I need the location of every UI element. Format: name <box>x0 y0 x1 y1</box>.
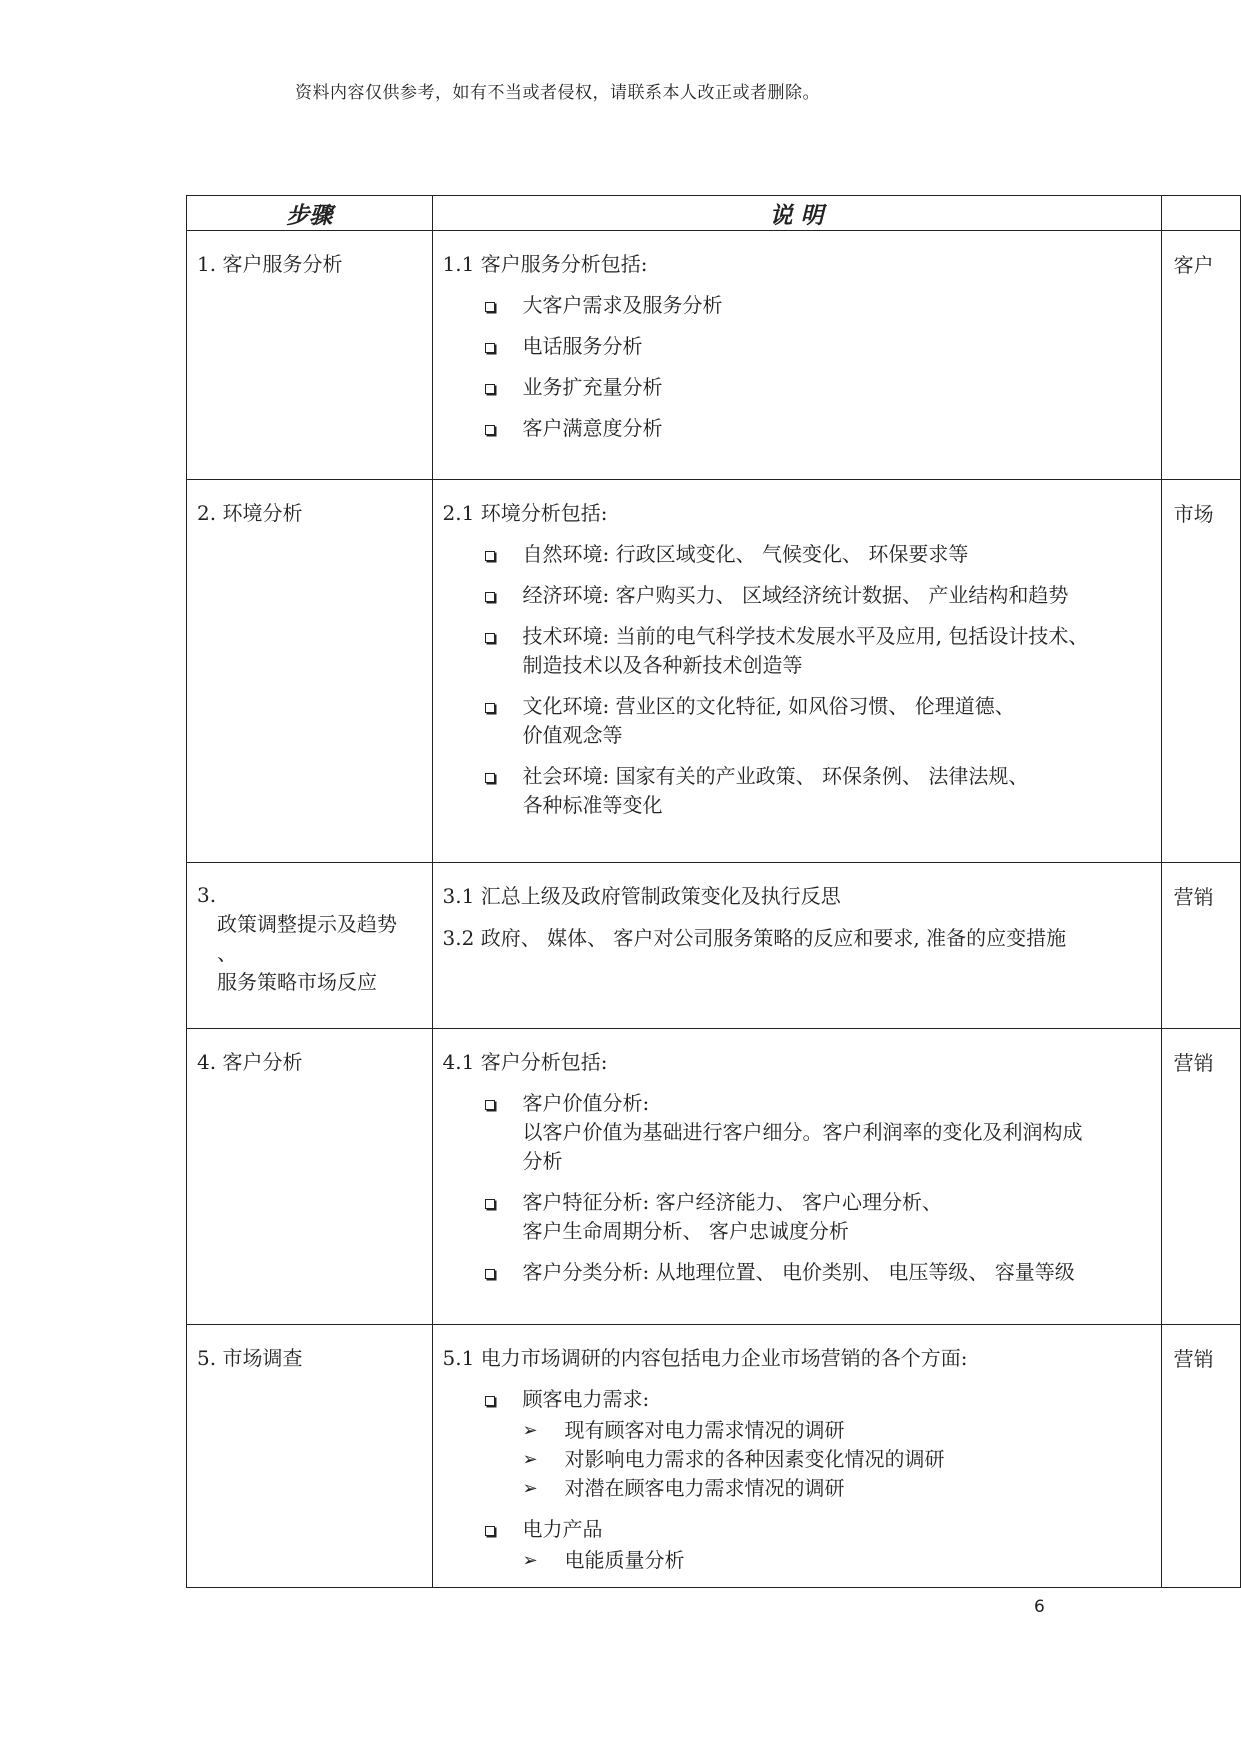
table-row <box>187 1325 1241 1588</box>
table-row <box>187 863 1241 1029</box>
owner-cell: 营销 <box>1161 1325 1240 1588</box>
description-cell <box>432 863 1161 1029</box>
table-header-row <box>187 196 1241 231</box>
table-row <box>187 1029 1241 1325</box>
step-cell: 5. 市场调查 <box>187 1325 433 1588</box>
list-item: 电力产品 <box>443 1515 1153 1544</box>
section-intro: 4.1 客户分析包括: <box>442 1050 608 1074</box>
checkbox-bullet-icon <box>485 425 495 435</box>
step-cell: 2. 环境分析 <box>187 480 433 863</box>
checkbox-bullet-icon <box>485 1100 495 1110</box>
list-item: 大客户需求及服务分析 <box>443 291 1153 320</box>
list-item: 客户特征分析: 客户经济能力、 客户心理分析、 客户生命周期分析、 客户忠诚度分析 <box>443 1188 1153 1246</box>
list-item: 文化环境: 营业区的文化特征, 如风俗习惯、 伦理道德、 价值观念等 <box>443 692 1153 750</box>
column-header-description: 说 明 <box>432 196 1161 231</box>
paragraph: 3.1 汇总上级及政府管制政策变化及执行反思 <box>442 884 841 908</box>
description-cell <box>432 1325 1161 1588</box>
section-intro: 1.1 客户服务分析包括: <box>442 252 648 276</box>
list-item: 顾客电力需求: <box>443 1385 1153 1414</box>
arrow-bullet-icon: ➢ <box>522 1449 538 1470</box>
checkbox-bullet-icon <box>485 773 495 783</box>
step-cell: 1. 客户服务分析 <box>187 231 433 480</box>
table-row <box>187 231 1241 480</box>
disclaimer-header: 资料内容仅供参考，如有不当或者侵权，请联系本人改正或者删除。 <box>295 83 820 103</box>
sub-item: ➢ 现有顾客对电力需求情况的调研 <box>443 1416 1153 1445</box>
checkbox-bullet-icon <box>485 703 495 713</box>
list-item: 技术环境: 当前的电气科学技术发展水平及应用, 包括设计技术、 制造技术以及各种新技术创造等 <box>443 622 1153 680</box>
checkbox-bullet-icon <box>485 592 495 602</box>
checkbox-bullet-icon <box>485 384 495 394</box>
description-cell <box>432 480 1161 863</box>
arrow-bullet-icon: ➢ <box>522 1420 538 1441</box>
owner-cell: 营销 <box>1161 1029 1240 1325</box>
column-header-step: 步骤 <box>187 196 433 231</box>
list-item: 社会环境: 国家有关的产业政策、 环保条例、 法律法规、 各种标准等变化 <box>443 762 1153 820</box>
list-item: 业务扩充量分析 <box>443 373 1153 402</box>
column-header-owner <box>1161 196 1240 231</box>
list-item: 客户分类分析: 从地理位置、 电价类别、 电压等级、 容量等级 <box>443 1258 1153 1287</box>
description-cell <box>432 231 1161 480</box>
checkbox-bullet-icon <box>485 1199 495 1209</box>
list-item: 客户满意度分析 <box>443 414 1153 443</box>
checkbox-bullet-icon <box>485 633 495 643</box>
checkbox-bullet-icon <box>485 1526 495 1536</box>
sub-item: ➢ 电能质量分析 <box>443 1546 1153 1575</box>
steps-table <box>186 195 1241 1588</box>
list-item: 电话服务分析 <box>443 332 1153 361</box>
page-number: 6 <box>1034 1597 1045 1617</box>
step-cell: 4. 客户分析 <box>187 1029 433 1325</box>
sub-item: ➢ 对影响电力需求的各种因素变化情况的调研 <box>443 1445 1153 1474</box>
paragraph: 3.2 政府、 媒体、 客户对公司服务策略的反应和要求, 准备的应变措施 <box>442 926 1067 950</box>
sub-item: ➢ 对潜在顾客电力需求情况的调研 <box>443 1474 1153 1503</box>
owner-cell: 市场 <box>1161 480 1240 863</box>
step-cell: 3. 政策调整提示及趋势 、 服务策略市场反应 <box>187 863 433 1029</box>
owner-cell: 营销 <box>1161 863 1240 1029</box>
description-cell <box>432 1029 1161 1325</box>
arrow-bullet-icon: ➢ <box>522 1478 538 1499</box>
checkbox-bullet-icon <box>485 343 495 353</box>
table-row <box>187 480 1241 863</box>
checkbox-bullet-icon <box>485 1396 495 1406</box>
list-item: 客户价值分析: 以客户价值为基础进行客户细分。客户利润率的变化及利润构成 分析 <box>443 1089 1153 1176</box>
checkbox-bullet-icon <box>485 551 495 561</box>
list-item: 经济环境: 客户购买力、 区域经济统计数据、 产业结构和趋势 <box>443 581 1153 610</box>
owner-cell: 客户 <box>1161 231 1240 480</box>
arrow-bullet-icon: ➢ <box>522 1550 538 1571</box>
section-intro: 2.1 环境分析包括: <box>442 501 608 525</box>
list-item: 自然环境: 行政区域变化、 气候变化、 环保要求等 <box>443 540 1153 569</box>
section-intro: 5.1 电力市场调研的内容包括电力企业市场营销的各个方面: <box>442 1346 968 1370</box>
checkbox-bullet-icon <box>485 302 495 312</box>
checkbox-bullet-icon <box>485 1269 495 1279</box>
